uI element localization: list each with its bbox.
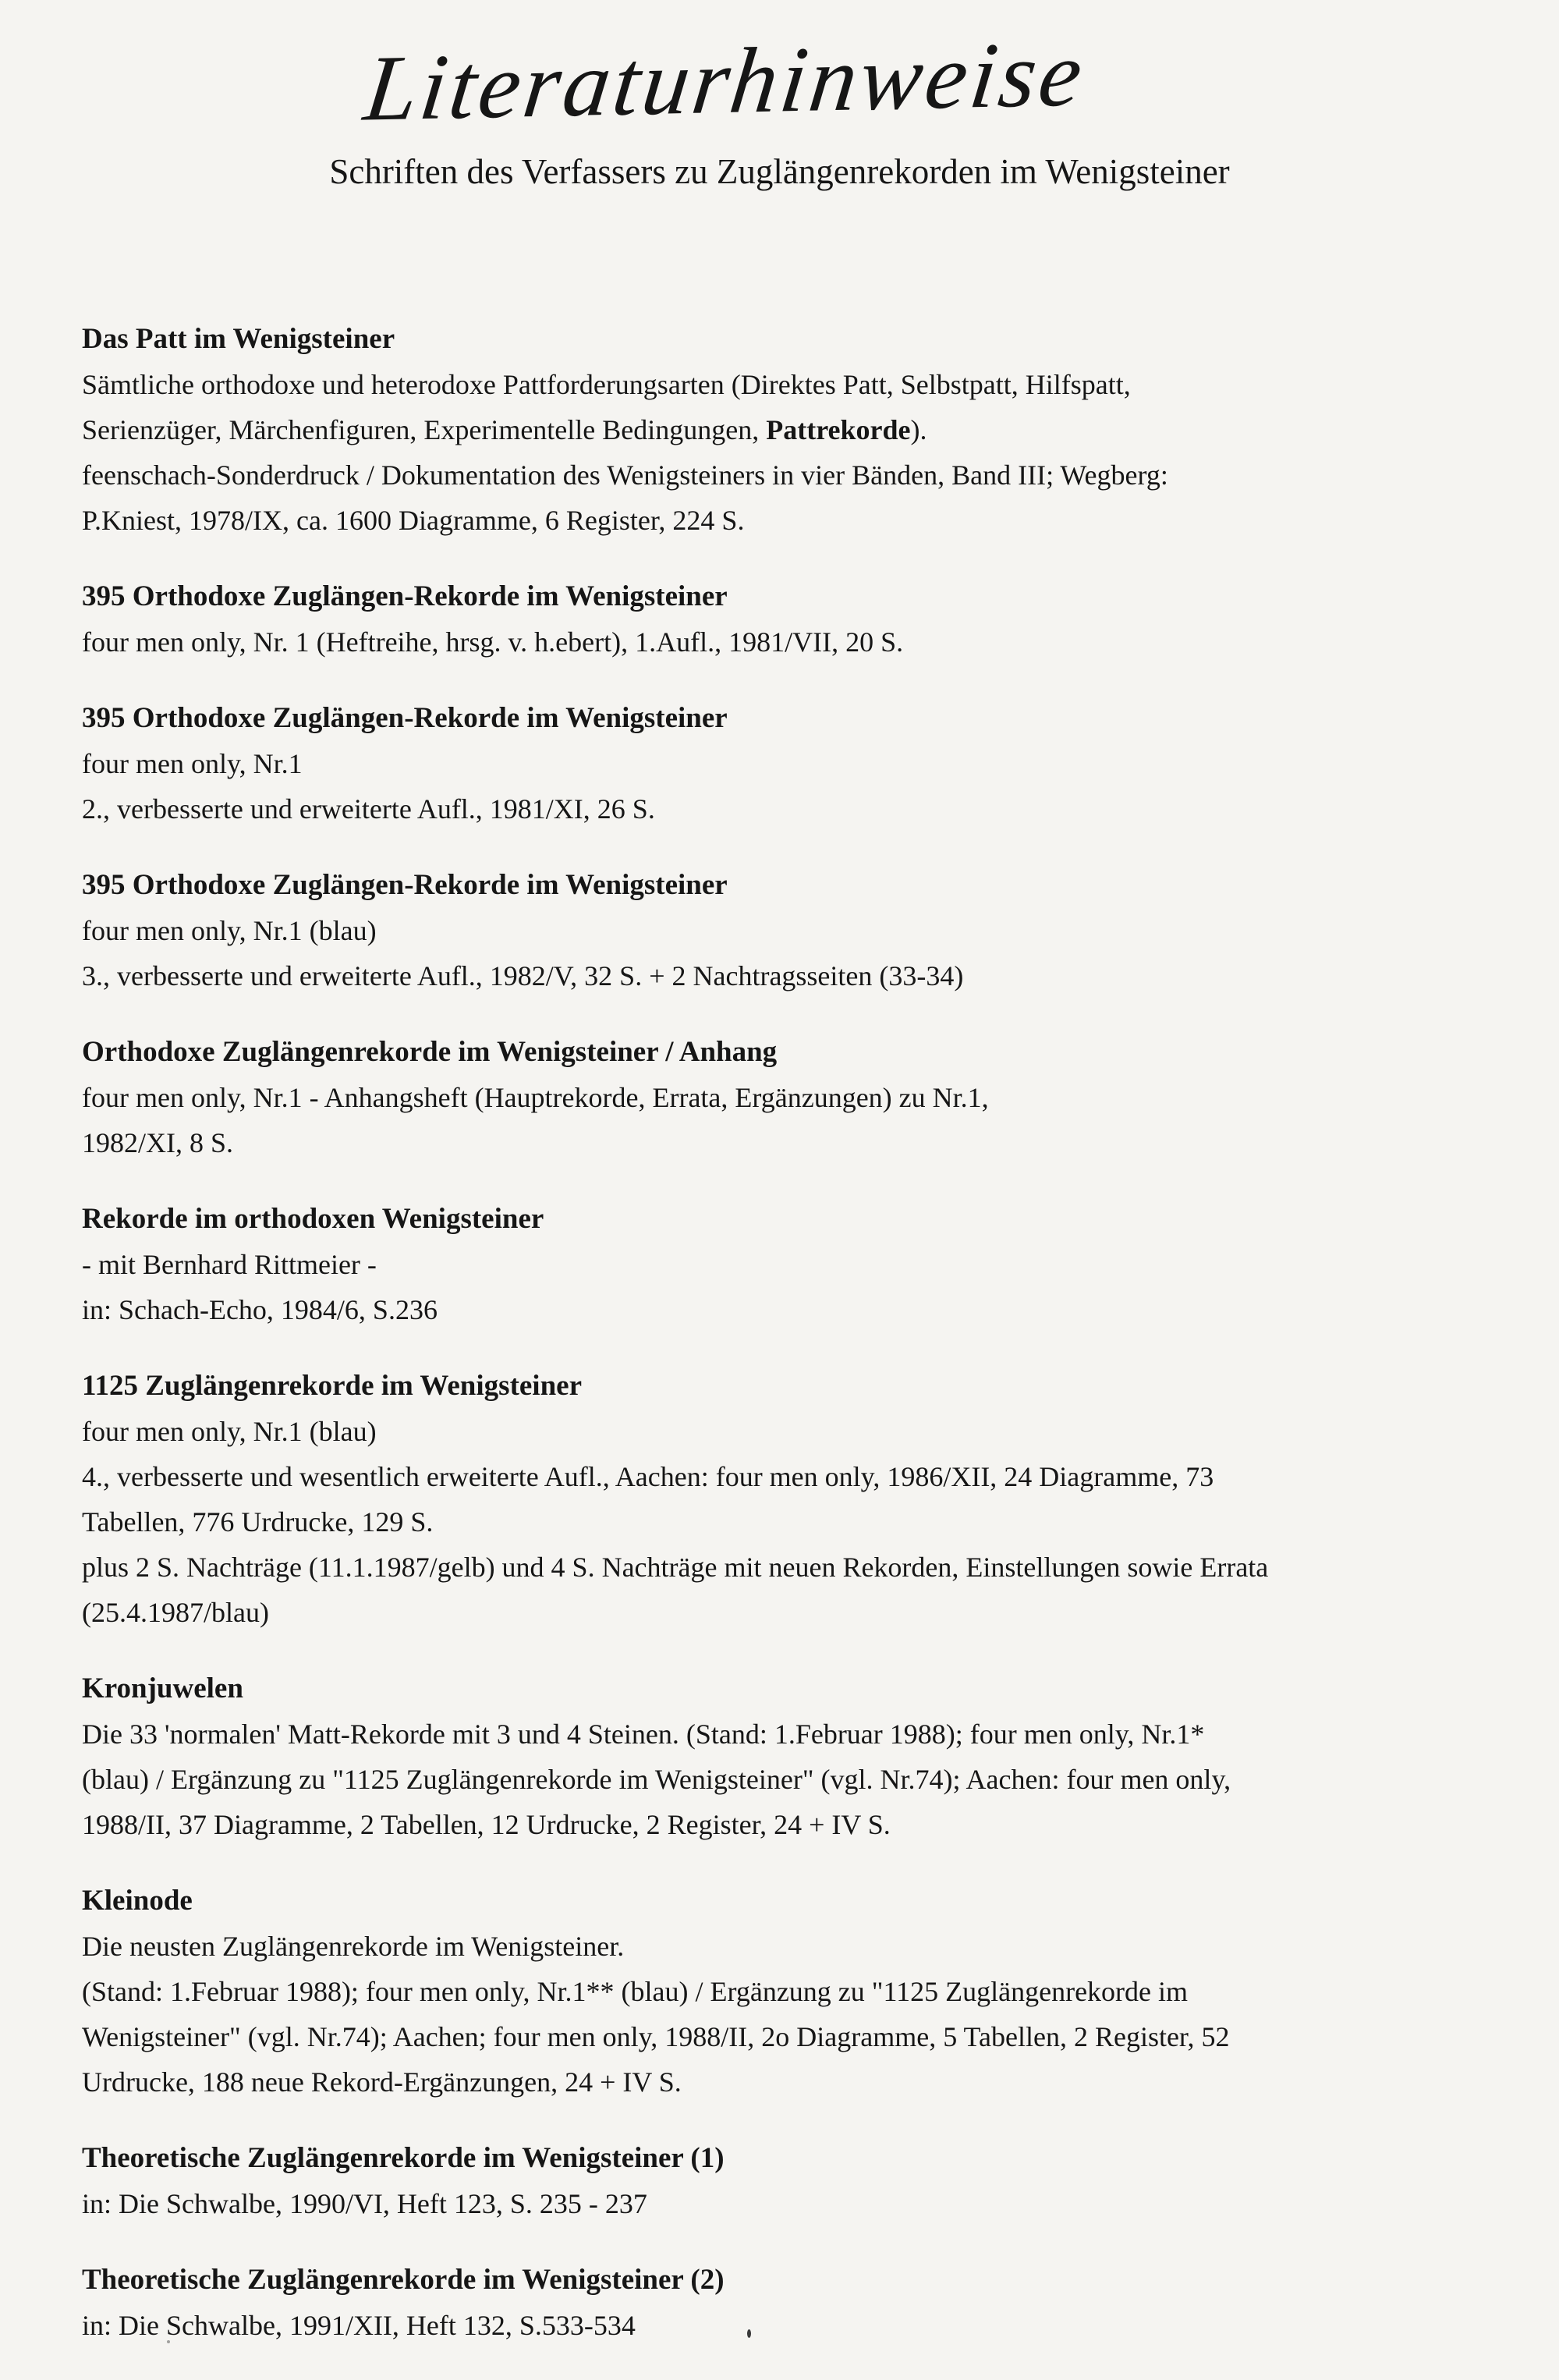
bibliography-entry: [82, 863, 1512, 998]
entry-line: [82, 1242, 1512, 1287]
entry-heading: Theoretische Zuglängenrekorde im Wenigsteiner (2): [82, 2263, 725, 2296]
entry-line-segment: Die 33 'normalen' Matt-Rekorde mit 3 und 4 Steinen. (Stand: 1.Februar 1988); four men only, Nr.1*: [82, 1718, 1205, 1750]
entry-line-segment: 2., verbesserte und erweiterte Aufl., 1981/XI, 26 S.: [82, 793, 655, 825]
entry-line: [82, 1590, 1512, 1635]
entry-line-segment: 4., verbesserte und wesentlich erweiterte Aufl., Aachen: four men only, 1986/XII, 24 Diagramme, 73: [82, 1460, 1214, 1492]
entry-line-segment: in: Die Schwalbe, 1991/XII, Heft 132, S.533-534: [82, 2309, 636, 2341]
scan-speck: [747, 2329, 751, 2338]
entry-line-segment: (25.4.1987/blau): [82, 1596, 269, 1628]
entry-heading: Das Patt im Wenigsteiner: [82, 322, 395, 355]
entry-line-segment: 3., verbesserte und erweiterte Aufl., 1982/V, 32 S. + 2 Nachtragsseiten (33-34): [82, 959, 964, 991]
entry-line-segment: 1988/II, 37 Diagramme, 2 Tabellen, 12 Urdrucke, 2 Register, 24 + IV S.: [82, 1808, 891, 1840]
bibliography-entry: [82, 696, 1512, 832]
entry-line: [82, 2014, 1512, 2059]
entry-line: [82, 498, 1512, 543]
entry-line-segment: (Stand: 1.Februar 1988); four men only, Nr.1** (blau) / Ergänzung zu "1125 Zuglängenrekorde im: [82, 1975, 1189, 2007]
document-header: [0, 0, 1559, 192]
entry-heading: 395 Orthodoxe Zuglängen-Rekorde im Wenigsteiner: [82, 868, 728, 901]
entry-line: [82, 908, 1512, 953]
bibliography-entry: [82, 2136, 1512, 2226]
entry-heading: 395 Orthodoxe Zuglängen-Rekorde im Wenigsteiner: [82, 701, 728, 734]
entry-line-segment: four men only, Nr. 1 (Heftreihe, hrsg. v. h.ebert), 1.Aufl., 1981/VII, 20 S.: [82, 626, 904, 658]
bibliography-entry: [82, 1878, 1512, 2105]
entry-line: [82, 1969, 1512, 2014]
entry-line: [82, 1075, 1512, 1120]
entry-line-segment: four men only, Nr.1 - Anhangsheft (Hauptrekorde, Errata, Ergänzungen) zu Nr.1,: [82, 1081, 989, 1113]
entry-line: [82, 786, 1512, 832]
entry-line-segment: in: Die Schwalbe, 1990/VI, Heft 123, S. 235 - 237: [82, 2187, 647, 2219]
entry-line-segment: Sämtliche orthodoxe und heterodoxe Pattforderungsarten (Direktes Patt, Selbstpatt, Hilfspatt,: [82, 368, 1131, 400]
bibliography-entry: [82, 1666, 1512, 1847]
document-subtitle: Schriften des Verfassers zu Zuglängenrekorden im Wenigsteiner: [329, 152, 1230, 191]
entry-line-segment: Die neusten Zuglängenrekorde im Wenigsteiner.: [82, 1930, 625, 1962]
entry-line: [82, 1499, 1512, 1545]
entry-line: [82, 1545, 1512, 1590]
entry-line-segment: ).: [910, 413, 927, 445]
bibliography-entry: [82, 1197, 1512, 1332]
entry-line: [82, 452, 1512, 498]
entry-heading: Rekorde im orthodoxen Wenigsteiner: [82, 1202, 544, 1235]
entry-line-segment: four men only, Nr.1 (blau): [82, 914, 377, 946]
entry-heading: 1125 Zuglängenrekorde im Wenigsteiner: [82, 1369, 583, 1402]
entry-line: [82, 1454, 1512, 1499]
bibliography-entry: [82, 317, 1512, 543]
entry-line-segment: plus 2 S. Nachträge (11.1.1987/gelb) und 4 S. Nachträge mit neuen Rekorden, Einstellungen sowie Errata: [82, 1551, 1269, 1583]
entry-line: [82, 362, 1512, 407]
entry-line-segment: Wenigsteiner" (vgl. Nr.74); Aachen; four men only, 1988/II, 2o Diagramme, 5 Tabellen, 2 Register, 52: [82, 2020, 1230, 2052]
entry-line: [82, 2059, 1512, 2105]
entry-line-segment: four men only, Nr.1: [82, 747, 303, 779]
entry-line-segment: 1982/XI, 8 S.: [82, 1126, 234, 1158]
bibliography-entry: [82, 2258, 1512, 2348]
entry-line-segment: Urdrucke, 188 neue Rekord-Ergänzungen, 24 + IV S.: [82, 2066, 682, 2098]
entry-line: [82, 1924, 1512, 1969]
entry-line-segment: in: Schach-Echo, 1984/6, S.236: [82, 1293, 438, 1325]
entry-line: [82, 741, 1512, 786]
entry-line: [82, 1287, 1512, 1332]
bibliography-entry: [82, 1364, 1512, 1635]
entry-heading: Orthodoxe Zuglängenrekorde im Wenigsteiner / Anhang: [82, 1035, 778, 1068]
entry-line: [82, 1802, 1512, 1847]
scan-speck: [167, 2340, 170, 2343]
entry-line: [82, 1711, 1512, 1757]
bibliography-entry: [82, 574, 1512, 665]
handwritten-title: Literaturhinweise: [359, 21, 1091, 140]
entry-line: [82, 953, 1512, 998]
entry-line: [82, 2181, 1512, 2226]
entry-line-segment: Serienzüger, Märchenfiguren, Experimentelle Bedingungen,: [82, 413, 767, 445]
entry-line-segment: P.Kniest, 1978/IX, ca. 1600 Diagramme, 6 Register, 224 S.: [82, 504, 745, 536]
entry-line: [82, 2303, 1512, 2348]
entry-heading: Kronjuwelen: [82, 1672, 243, 1704]
entry-line-segment: Tabellen, 776 Urdrucke, 129 S.: [82, 1506, 434, 1538]
entry-line: [82, 619, 1512, 665]
entry-heading: Kleinode: [82, 1884, 193, 1917]
entry-heading: 395 Orthodoxe Zuglängen-Rekorde im Wenigsteiner: [82, 580, 728, 612]
entry-line-segment: four men only, Nr.1 (blau): [82, 1415, 377, 1447]
entry-heading: Theoretische Zuglängenrekorde im Wenigsteiner (1): [82, 2141, 725, 2174]
entry-line-bold-segment: Pattrekorde: [766, 413, 911, 445]
entry-line-segment: - mit Bernhard Rittmeier -: [82, 1248, 377, 1280]
bibliography-list: [0, 317, 1559, 2348]
entry-line: [82, 1120, 1512, 1165]
bibliography-entry: [82, 1030, 1512, 1165]
entry-line: [82, 1409, 1512, 1454]
entry-line: [82, 1757, 1512, 1802]
entry-line-segment: (blau) / Ergänzung zu "1125 Zuglängenrekorde im Wenigsteiner" (vgl. Nr.74); Aachen: four men only,: [82, 1763, 1231, 1795]
entry-line: [82, 407, 1512, 452]
entry-line-segment: feenschach-Sonderdruck / Dokumentation des Wenigsteiners in vier Bänden, Band III; Wegberg:: [82, 459, 1168, 491]
